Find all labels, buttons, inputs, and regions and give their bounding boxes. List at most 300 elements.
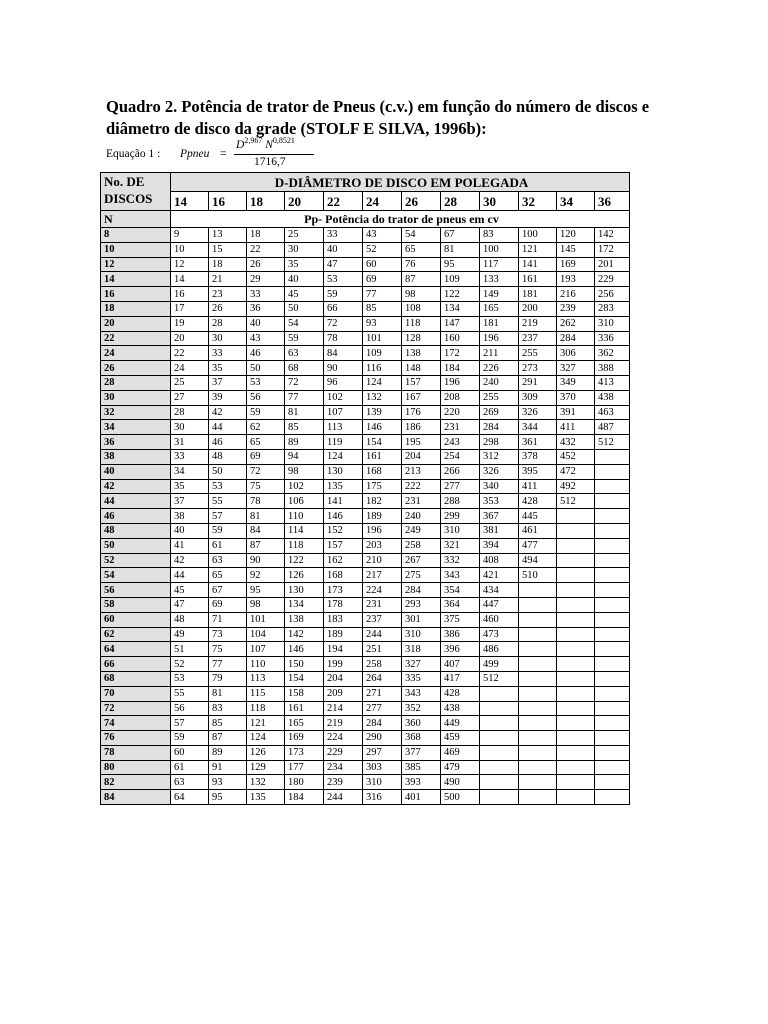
table-cell: 394 [480, 538, 519, 553]
table-cell: 130 [285, 583, 324, 598]
table-cell: 204 [324, 671, 363, 686]
table-row [101, 228, 630, 243]
table-cell: 229 [595, 272, 630, 287]
table-cell: 60 [363, 257, 402, 272]
table-cell [557, 760, 595, 775]
table-cell: 327 [557, 361, 595, 376]
table-cell: 239 [557, 301, 595, 316]
table-cell: 81 [285, 405, 324, 420]
table-cell: 134 [441, 301, 480, 316]
table-cell: 120 [557, 228, 595, 243]
table-cell: 472 [557, 464, 595, 479]
table-cell: 57 [171, 716, 209, 731]
table-cell: 393 [402, 775, 441, 790]
header-diameter: 24 [363, 192, 402, 211]
table-cell: 27 [171, 390, 209, 405]
table-cell: 222 [402, 479, 441, 494]
table-cell: 368 [402, 731, 441, 746]
table-cell [557, 790, 595, 805]
table-cell: 477 [519, 538, 557, 553]
table-cell: 240 [480, 375, 519, 390]
table-cell: 367 [480, 509, 519, 524]
exponent-n: 0,8521 [272, 136, 295, 145]
table-cell: 291 [519, 375, 557, 390]
table-cell: 42 [209, 405, 247, 420]
table-cell [595, 701, 630, 716]
table-cell: 66 [324, 301, 363, 316]
table-cell: 47 [171, 597, 209, 612]
table-cell: 39 [209, 390, 247, 405]
table-cell: 64 [171, 790, 209, 805]
table-cell: 114 [285, 523, 324, 538]
table-cell: 55 [209, 494, 247, 509]
table-cell: 34 [171, 464, 209, 479]
table-cell: 48 [209, 449, 247, 464]
header-diameter: 28 [441, 192, 480, 211]
table-cell [595, 627, 630, 642]
table-cell: 438 [441, 701, 480, 716]
table-cell: 98 [402, 287, 441, 302]
table-cell: 219 [519, 316, 557, 331]
table-cell: 60 [171, 745, 209, 760]
table-cell: 362 [595, 346, 630, 361]
row-disc-count: 50 [101, 538, 171, 553]
header-diameter: 34 [557, 192, 595, 211]
table-cell [480, 701, 519, 716]
table-cell: 106 [285, 494, 324, 509]
table-cell: 139 [363, 405, 402, 420]
table-cell: 395 [519, 464, 557, 479]
table-cell: 15 [209, 242, 247, 257]
table-cell: 65 [402, 242, 441, 257]
table-cell: 138 [402, 346, 441, 361]
table-cell: 81 [209, 686, 247, 701]
table-cell: 92 [247, 568, 285, 583]
table-cell: 146 [285, 642, 324, 657]
table-row [101, 553, 630, 568]
table-cell: 512 [480, 671, 519, 686]
table-cell: 309 [519, 390, 557, 405]
table-cell: 216 [557, 287, 595, 302]
table-cell: 133 [480, 272, 519, 287]
equation [106, 136, 406, 170]
table-cell: 301 [402, 612, 441, 627]
table-row [101, 494, 630, 509]
table-cell: 33 [247, 287, 285, 302]
table-cell: 94 [285, 449, 324, 464]
table-cell: 284 [363, 716, 402, 731]
table-caption: Quadro 2. Potência de trator de Pneus (c.v.) em função do número de discos e diâmetro de disco da grade (STOLF E SILVA, 1996b): [106, 97, 650, 138]
table-cell: 162 [324, 553, 363, 568]
table-cell: 89 [285, 435, 324, 450]
table-cell: 129 [247, 760, 285, 775]
table-cell [595, 642, 630, 657]
table-cell: 49 [171, 627, 209, 642]
table-cell: 124 [324, 449, 363, 464]
table-cell: 150 [285, 657, 324, 672]
row-disc-count: 10 [101, 242, 171, 257]
table-cell [519, 612, 557, 627]
table-cell: 146 [324, 509, 363, 524]
header-diameter: 14 [171, 192, 209, 211]
table-cell: 95 [209, 790, 247, 805]
table-cell: 161 [285, 701, 324, 716]
table-cell: 134 [285, 597, 324, 612]
table-cell: 81 [247, 509, 285, 524]
table-cell: 293 [402, 597, 441, 612]
table-cell: 411 [519, 479, 557, 494]
table-cell [595, 671, 630, 686]
table-row [101, 642, 630, 657]
table-cell: 275 [402, 568, 441, 583]
table-cell [595, 523, 630, 538]
table-cell: 177 [285, 760, 324, 775]
table-cell: 360 [402, 716, 441, 731]
table-cell: 266 [441, 464, 480, 479]
table-cell: 158 [285, 686, 324, 701]
table-cell: 85 [209, 716, 247, 731]
header-diameter: 26 [402, 192, 441, 211]
table-cell: 157 [324, 538, 363, 553]
table-cell: 428 [519, 494, 557, 509]
table-row [101, 686, 630, 701]
table-cell [557, 657, 595, 672]
table-cell: 413 [595, 375, 630, 390]
table-cell: 258 [402, 538, 441, 553]
table-cell: 288 [441, 494, 480, 509]
table-cell: 169 [285, 731, 324, 746]
table-cell: 76 [402, 257, 441, 272]
table-cell: 193 [557, 272, 595, 287]
table-cell: 115 [247, 686, 285, 701]
table-cell: 335 [402, 671, 441, 686]
table-cell: 204 [402, 449, 441, 464]
table-cell: 96 [324, 375, 363, 390]
header-diameter-title: D-DIÂMETRO DE DISCO EM POLEGADA [171, 173, 630, 192]
table-row [101, 272, 630, 287]
table-cell: 84 [247, 523, 285, 538]
table-cell: 138 [285, 612, 324, 627]
table-cell [480, 716, 519, 731]
table-cell: 234 [324, 760, 363, 775]
table-cell: 51 [171, 642, 209, 657]
table-cell: 445 [519, 509, 557, 524]
table-cell: 298 [480, 435, 519, 450]
table-row [101, 790, 630, 805]
table-cell: 118 [247, 701, 285, 716]
table-cell: 53 [324, 272, 363, 287]
table-cell: 26 [247, 257, 285, 272]
row-disc-count: 40 [101, 464, 171, 479]
table-cell: 77 [285, 390, 324, 405]
table-cell: 142 [285, 627, 324, 642]
table-cell: 122 [285, 553, 324, 568]
table-cell: 385 [402, 760, 441, 775]
table-cell [557, 553, 595, 568]
table-cell: 98 [247, 597, 285, 612]
table-cell: 21 [209, 272, 247, 287]
table-cell [595, 612, 630, 627]
table-cell [557, 731, 595, 746]
table-cell: 100 [519, 228, 557, 243]
table-cell: 10 [171, 242, 209, 257]
table-row [101, 464, 630, 479]
table-cell: 55 [171, 686, 209, 701]
table-cell: 299 [441, 509, 480, 524]
table-cell: 9 [171, 228, 209, 243]
table-cell: 428 [441, 686, 480, 701]
table-row [101, 657, 630, 672]
table-cell: 43 [247, 331, 285, 346]
table-cell: 167 [402, 390, 441, 405]
table-cell: 43 [363, 228, 402, 243]
table-cell: 510 [519, 568, 557, 583]
table-cell: 44 [209, 420, 247, 435]
table-cell: 28 [209, 316, 247, 331]
table-cell [557, 775, 595, 790]
row-disc-count: 82 [101, 775, 171, 790]
table-cell: 30 [209, 331, 247, 346]
table-cell: 461 [519, 523, 557, 538]
table-cell: 54 [402, 228, 441, 243]
table-cell: 209 [324, 686, 363, 701]
table-cell [595, 553, 630, 568]
table-cell: 486 [480, 642, 519, 657]
header-row-title [101, 173, 630, 192]
table-cell: 239 [324, 775, 363, 790]
row-disc-count: 32 [101, 405, 171, 420]
table-cell: 200 [519, 301, 557, 316]
table-cell [557, 686, 595, 701]
table-row [101, 627, 630, 642]
table-cell [595, 568, 630, 583]
table-cell: 254 [441, 449, 480, 464]
table-cell: 62 [247, 420, 285, 435]
row-disc-count: 12 [101, 257, 171, 272]
table-cell [595, 657, 630, 672]
table-cell: 59 [247, 405, 285, 420]
table-cell: 53 [171, 671, 209, 686]
table-cell: 147 [441, 316, 480, 331]
table-cell: 69 [247, 449, 285, 464]
table-row [101, 583, 630, 598]
table-cell: 316 [363, 790, 402, 805]
table-cell: 303 [363, 760, 402, 775]
row-disc-count: 16 [101, 287, 171, 302]
table-cell [557, 745, 595, 760]
table-cell: 87 [402, 272, 441, 287]
table-row [101, 716, 630, 731]
table-cell: 79 [209, 671, 247, 686]
table-cell: 438 [595, 390, 630, 405]
table-cell: 284 [402, 583, 441, 598]
table-cell: 67 [441, 228, 480, 243]
table-cell: 220 [441, 405, 480, 420]
table-cell: 75 [209, 642, 247, 657]
equation-equals: = [220, 148, 227, 160]
table-row [101, 479, 630, 494]
table-cell [557, 701, 595, 716]
table-cell [519, 716, 557, 731]
table-cell: 42 [171, 553, 209, 568]
table-cell [557, 568, 595, 583]
table-cell: 231 [441, 420, 480, 435]
table-cell: 28 [171, 405, 209, 420]
table-cell: 310 [402, 627, 441, 642]
table-cell [519, 627, 557, 642]
table-cell: 91 [209, 760, 247, 775]
table-cell [557, 597, 595, 612]
table-cell: 124 [363, 375, 402, 390]
table-cell: 29 [247, 272, 285, 287]
table-cell: 85 [363, 301, 402, 316]
table-cell [519, 597, 557, 612]
row-disc-count: 76 [101, 731, 171, 746]
table-cell: 104 [247, 627, 285, 642]
table-cell: 182 [363, 494, 402, 509]
table-cell: 203 [363, 538, 402, 553]
table-cell [557, 671, 595, 686]
table-cell: 452 [557, 449, 595, 464]
row-disc-count: 56 [101, 583, 171, 598]
table-cell: 33 [171, 449, 209, 464]
table-cell: 110 [247, 657, 285, 672]
table-cell: 37 [209, 375, 247, 390]
table-cell: 240 [402, 509, 441, 524]
row-disc-count: 42 [101, 479, 171, 494]
table-cell: 196 [441, 375, 480, 390]
table-row [101, 745, 630, 760]
table-cell: 364 [441, 597, 480, 612]
table-cell [557, 612, 595, 627]
table-cell: 321 [441, 538, 480, 553]
table-cell [519, 642, 557, 657]
table-cell: 161 [519, 272, 557, 287]
table-cell [480, 745, 519, 760]
table-cell [595, 686, 630, 701]
table-cell: 184 [441, 361, 480, 376]
table-row [101, 435, 630, 450]
table-cell: 401 [402, 790, 441, 805]
table-row [101, 331, 630, 346]
table-cell: 172 [441, 346, 480, 361]
table-cell: 327 [402, 657, 441, 672]
equation-denominator: 1716,7 [254, 156, 286, 168]
row-disc-count: 80 [101, 760, 171, 775]
table-cell: 208 [441, 390, 480, 405]
table-cell: 22 [171, 346, 209, 361]
table-cell: 71 [209, 612, 247, 627]
table-cell: 172 [595, 242, 630, 257]
table-cell: 126 [285, 568, 324, 583]
table-cell: 264 [363, 671, 402, 686]
table-cell: 30 [171, 420, 209, 435]
table-cell: 463 [595, 405, 630, 420]
table-cell: 326 [480, 464, 519, 479]
table-cell: 46 [209, 435, 247, 450]
table-cell: 194 [324, 642, 363, 657]
table-cell: 244 [324, 790, 363, 805]
table-cell: 48 [171, 612, 209, 627]
table-cell: 411 [557, 420, 595, 435]
table-row [101, 597, 630, 612]
table-cell: 479 [441, 760, 480, 775]
table-cell: 25 [285, 228, 324, 243]
table-cell [480, 760, 519, 775]
table-cell: 19 [171, 316, 209, 331]
table-cell: 310 [595, 316, 630, 331]
table-cell [519, 671, 557, 686]
table-cell: 165 [285, 716, 324, 731]
table-cell: 141 [519, 257, 557, 272]
table-cell: 417 [441, 671, 480, 686]
row-disc-count: 74 [101, 716, 171, 731]
table-cell: 101 [247, 612, 285, 627]
table-cell: 90 [324, 361, 363, 376]
table-cell: 107 [247, 642, 285, 657]
table-cell: 312 [480, 449, 519, 464]
table-cell: 173 [285, 745, 324, 760]
table-cell: 500 [441, 790, 480, 805]
table-cell [519, 701, 557, 716]
row-disc-count: 68 [101, 671, 171, 686]
row-disc-count: 14 [101, 272, 171, 287]
table-cell: 469 [441, 745, 480, 760]
table-cell: 41 [171, 538, 209, 553]
table-cell: 59 [171, 731, 209, 746]
table-cell: 375 [441, 612, 480, 627]
table-cell [519, 686, 557, 701]
table-cell: 44 [171, 568, 209, 583]
row-disc-count: 48 [101, 523, 171, 538]
table-cell: 258 [363, 657, 402, 672]
table-cell [519, 745, 557, 760]
table-cell: 169 [557, 257, 595, 272]
table-cell: 494 [519, 553, 557, 568]
table-row [101, 449, 630, 464]
row-disc-count: 52 [101, 553, 171, 568]
header-diameter: 20 [285, 192, 324, 211]
table-cell: 231 [402, 494, 441, 509]
header-power-subtitle: Pp- Potência do trator de pneus em cv [171, 211, 630, 228]
table-cell [519, 583, 557, 598]
table-row [101, 361, 630, 376]
header-diameter: 18 [247, 192, 285, 211]
table-cell: 386 [441, 627, 480, 642]
table-cell [595, 716, 630, 731]
table-row [101, 420, 630, 435]
table-cell: 65 [247, 435, 285, 450]
table-cell: 59 [209, 523, 247, 538]
table-cell [595, 494, 630, 509]
table-cell: 124 [247, 731, 285, 746]
table-cell: 217 [363, 568, 402, 583]
table-row [101, 301, 630, 316]
table-cell: 244 [363, 627, 402, 642]
table-cell: 16 [171, 287, 209, 302]
table-cell: 408 [480, 553, 519, 568]
table-cell: 69 [363, 272, 402, 287]
table-cell: 98 [285, 464, 324, 479]
table-cell: 154 [285, 671, 324, 686]
table-cell: 145 [557, 242, 595, 257]
row-disc-count: 58 [101, 597, 171, 612]
table-cell: 128 [402, 331, 441, 346]
table-row [101, 375, 630, 390]
table-cell: 33 [324, 228, 363, 243]
table-cell: 118 [285, 538, 324, 553]
table-cell: 17 [171, 301, 209, 316]
